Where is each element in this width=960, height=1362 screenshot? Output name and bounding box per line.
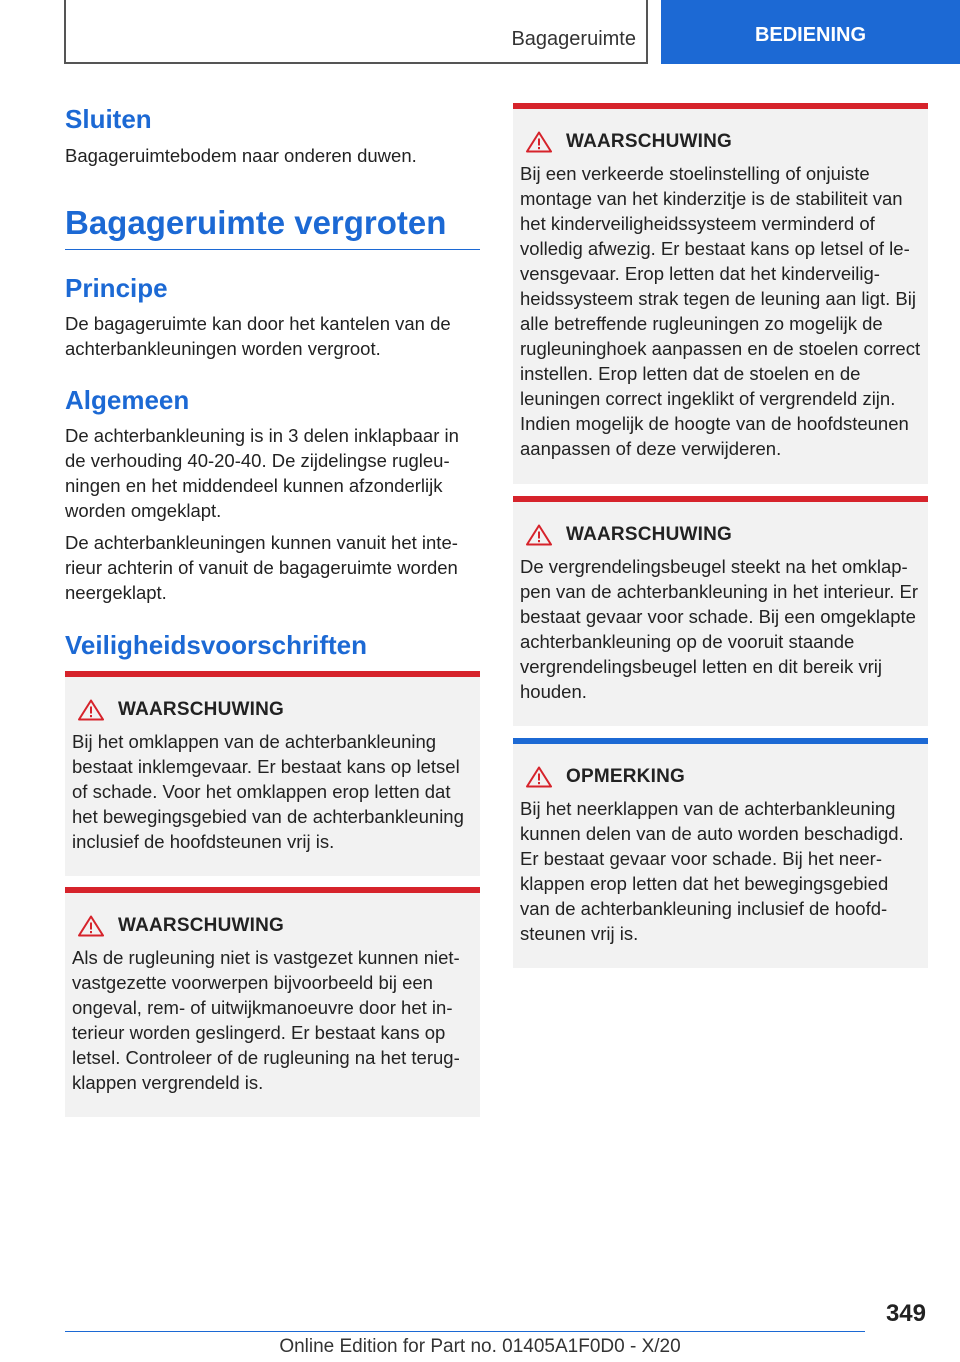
warning-box-2 bbox=[65, 887, 480, 1117]
footer-edition: Online Edition for Part no. 01405A1F0D0 - X/20 bbox=[279, 1336, 681, 1357]
warning-box-3 bbox=[513, 103, 928, 484]
main-heading: Bagageruimte vergroten bbox=[65, 204, 447, 241]
footer-divider bbox=[65, 1331, 865, 1332]
warning-title: WAARSCHUWING bbox=[118, 699, 284, 720]
notice-box bbox=[513, 738, 928, 968]
algemeen-heading: Algemeen bbox=[65, 385, 190, 415]
principe-heading: Principe bbox=[65, 273, 168, 303]
warning-head bbox=[520, 131, 922, 153]
warning-head bbox=[72, 915, 474, 937]
notice-head bbox=[520, 766, 922, 788]
warning-triangle-icon bbox=[78, 699, 104, 721]
sluiten-text: Bagageruimtebodem naar onderen duwen. bbox=[65, 145, 417, 166]
warning-text: De vergrendelingsbeugel steekt na het omklappen van de achterbankleuning in het interieur. Er bestaat gevaar voor schade. Bij een omgeklapte achterbankleuning op de vooruit staande vergrendelingsbeugel letten en dit bereik vrij houden. bbox=[520, 556, 919, 702]
warning-head bbox=[520, 524, 922, 546]
warning-head bbox=[72, 699, 474, 721]
sluiten-heading: Sluiten bbox=[65, 104, 152, 134]
warning-text: Bij een verkeerde stoelinstelling of onjuiste montage van het kinderzitje is de stabiliteit van het kinderveiligheidssysteem verminderd of volledig afwezig. Er bestaat kans op letsel of levensgevaar. Erop letten dat het kinderveiligheidssysteem strak tegen de leuning aan ligt. Bij alle betreffende rugleuningen zo mogelijk de rugleuninghoek aanpassen en de stoelen correct instellen. Erop letten dat de stoelen en de leuningen correct ingeklikt of vergrendeld zijn. Indien mogelijk de hoogte van de hoofdsteunen aanpassen of deze verwijderen. bbox=[520, 163, 921, 459]
algemeen-text-1: De achterbankleuning is in 3 delen inklapbaar in de verhouding 40-20-40. De zijdelingse rugleuningen en het middendeel kunnen afzonderlijk worden omgeklapt. bbox=[65, 425, 459, 521]
chapter-tab: BEDIENING bbox=[661, 0, 960, 64]
veiligheid-heading: Veiligheidsvoorschriften bbox=[65, 630, 367, 660]
warning-triangle-icon bbox=[526, 766, 552, 788]
warning-text: Als de rugleuning niet is vastgezet kunnen niet-vastgezette voorwerpen bijvoorbeeld bij een ongeval, rem- of uitwijkmanoeuvre door het interieur worden geslingerd. Er bestaat kans op letsel. Controleer of de rugleuning na het terugklappen vergrendeld is. bbox=[72, 947, 460, 1093]
warning-title: WAARSCHUWING bbox=[566, 524, 732, 545]
algemeen-text-2: De achterbankleuningen kunnen vanuit het interieur achterin of vanuit de bagageruimte worden neergeklapt. bbox=[65, 532, 458, 603]
notice-title: OPMERKING bbox=[566, 766, 685, 787]
warning-box-4 bbox=[513, 496, 928, 726]
warning-box-1 bbox=[65, 671, 480, 876]
header-section-title: Bagageruimte bbox=[511, 28, 636, 50]
warning-triangle-icon bbox=[78, 915, 104, 937]
warning-title: WAARSCHUWING bbox=[566, 131, 732, 152]
notice-text: Bij het neerklappen van de achterbankleuning kunnen delen van de auto worden beschadigd. Er bestaat gevaar voor schade. Bij het neerklappen erop letten dat het bewegingsgebied van de achterbankleuning inclusief de hoofdsteunen vrij is. bbox=[520, 798, 904, 944]
principe-text: De bagageruimte kan door het kantelen van de achterbankleuningen worden vergroot. bbox=[65, 313, 451, 359]
main-heading-block bbox=[65, 203, 480, 250]
warning-triangle-icon bbox=[526, 524, 552, 546]
page-number: 349 bbox=[885, 1300, 926, 1327]
warning-triangle-icon bbox=[526, 131, 552, 153]
warning-title: WAARSCHUWING bbox=[118, 915, 284, 936]
warning-text: Bij het omklappen van de achterbankleuning bestaat inklemgevaar. Er bestaat kans op letsel of schade. Voor het omklappen erop letten dat het bewegingsgebied van de achterbankleuning inclusief de hoofdsteunen vrij is. bbox=[72, 731, 464, 852]
